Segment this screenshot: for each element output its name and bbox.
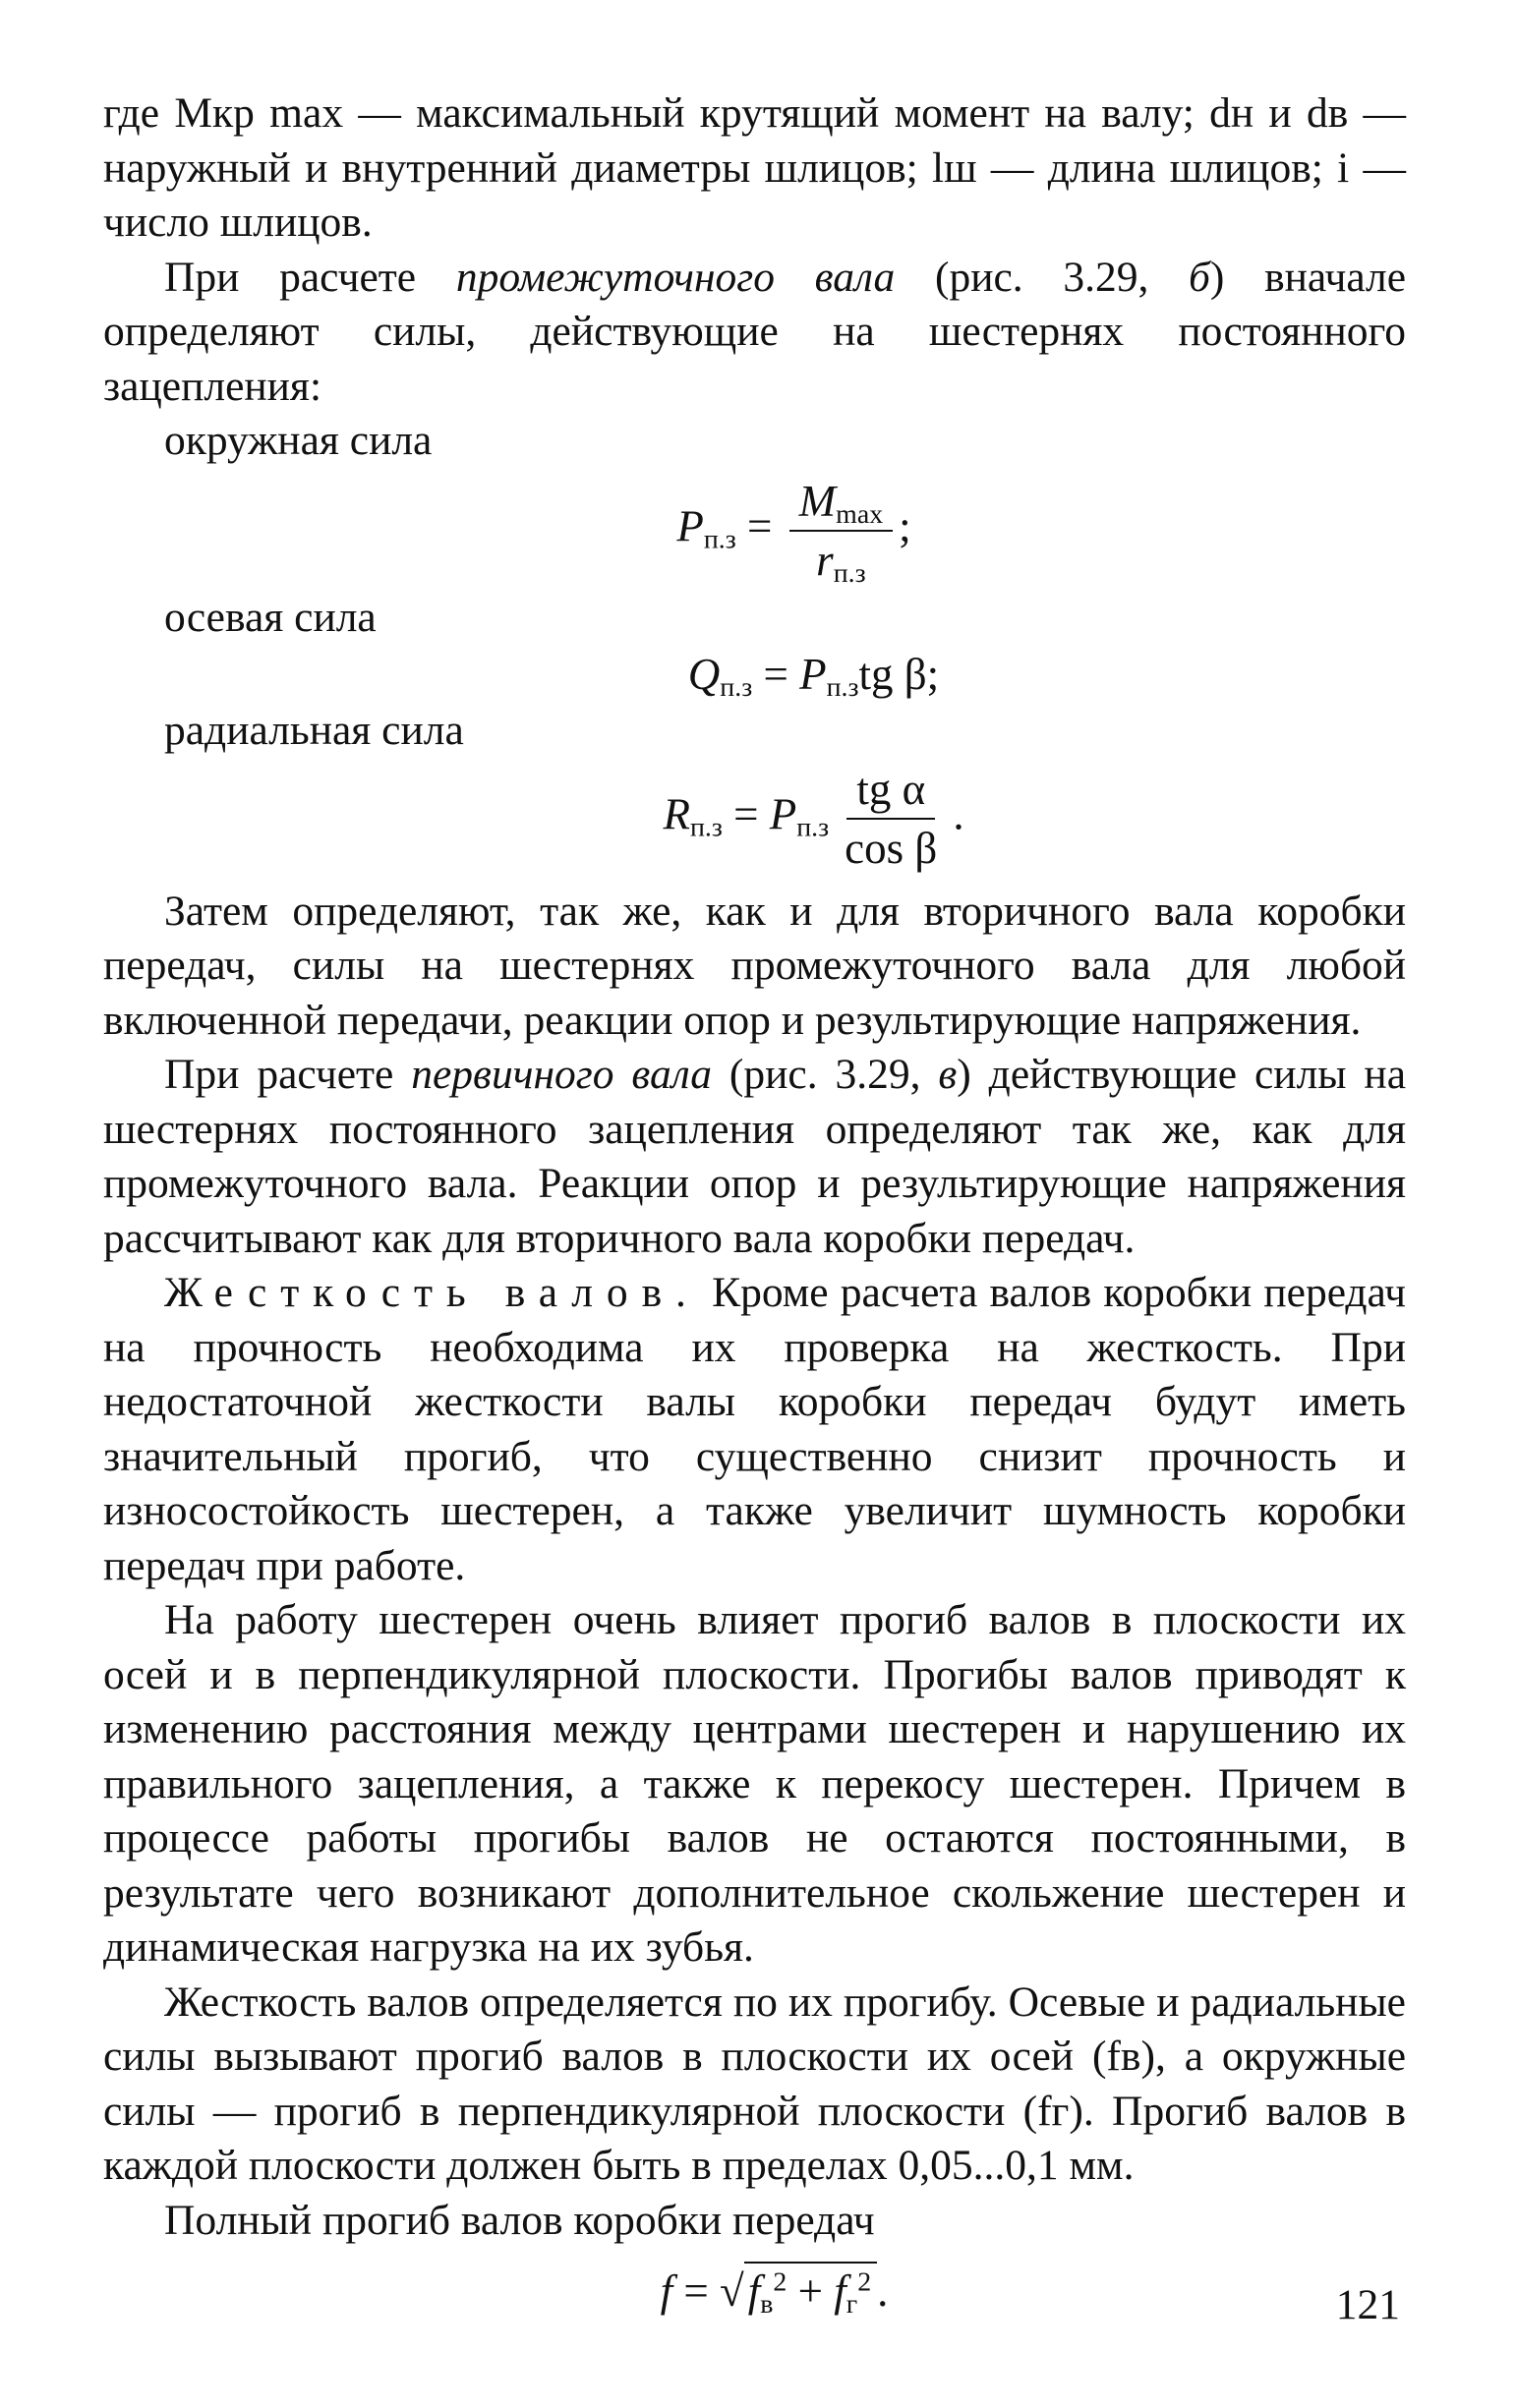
- paragraph-primary-shaft: При расчете первичного вала (рис. 3.29, в) действующие силы на шестернях постоянного зацепления определяют так же, как для промежуточного вала. Реакции опор и результирующие напряжения рассчитывают как для вторичного вала коробки передач.: [103, 1051, 1407, 1262]
- paragraph-then-determine: Затем определяют, так же, как и для вторичного вала коробки передач, силы на шестернях промежуточного вала для любой включенной передачи, реакции опор и результирующие напряжения.: [103, 887, 1406, 1044]
- label-circumferential-force: окружная сила: [164, 417, 433, 464]
- formula-axial-force: $Q_{п.з} = P_{п.з}tg$ β;: [687, 650, 940, 703]
- paragraph-total-deflection: Полный прогиб валов коробки передач: [164, 2196, 875, 2244]
- paragraph-intermediate-shaft: При расчете промежуточного вала (рис. 3.29, б) вначале определяют силы, действующие на шестернях постоянного зацепления:: [103, 253, 1407, 410]
- label-axial-force: осевая сила: [164, 593, 377, 641]
- formula-circumferential-force: $P_{п.з}$ = $\frac{M_{max}}{r_{п.з}}$ ;: [676, 476, 911, 589]
- formula-total-deflection: $f = √f_в^2 + f_г^2$ .: [143, 2262, 1406, 2321]
- label-radial-force: радиальная сила: [164, 707, 464, 754]
- page-body: [103, 86, 1406, 2321]
- paragraph-deflection-limits: Жесткость валов определяется по их прогибу. Осевые и радиальные силы вызывают прогиб валов в плоскости их осей (fв), а окружные силы — прогиб в перпендикулярной плоскости (fг). Прогиб валов в каждой плоскости должен быть в пределах 0,05...0,1 мм.: [103, 1978, 1406, 2189]
- formula-radial-force: $R_{п.з} = P_{п.з}$ $\frac{\text{tg α}}{\text{cos β}}$ .: [663, 764, 964, 873]
- page-number: 121: [1335, 2281, 1400, 2328]
- paragraph-definitions: где Mкр max — максимальный крутящий момент на валу; dн и dв — наружный и внутренний диаметры шлицов; lш — длина шлицов; i — число шлицов.: [103, 89, 1406, 246]
- paragraph-stiffness: Жесткость валов. Кроме расчета валов коробки передач на прочность необходима их проверка на жесткость. При недостаточной жесткости валы коробки передач будут иметь значительный прогиб, что существенно снизит прочность и износостойкость шестерен, а также увеличит шумность коробки передач при работе.: [103, 1269, 1406, 1589]
- paragraph-gear-operation: На работу шестерен очень влияет прогиб валов в плоскости их осей и в перпендикулярной плоскости. Прогибы валов приводят к изменению расстояния между центрами шестерен и нарушению их правильного зацепления, а также к перекосу шестерен. Причем в процессе работы прогибы валов не остаются постоянными, в результате чего возникают дополнительное скольжение шестерен и динамическая нагрузка на их зубья.: [103, 1596, 1406, 1971]
